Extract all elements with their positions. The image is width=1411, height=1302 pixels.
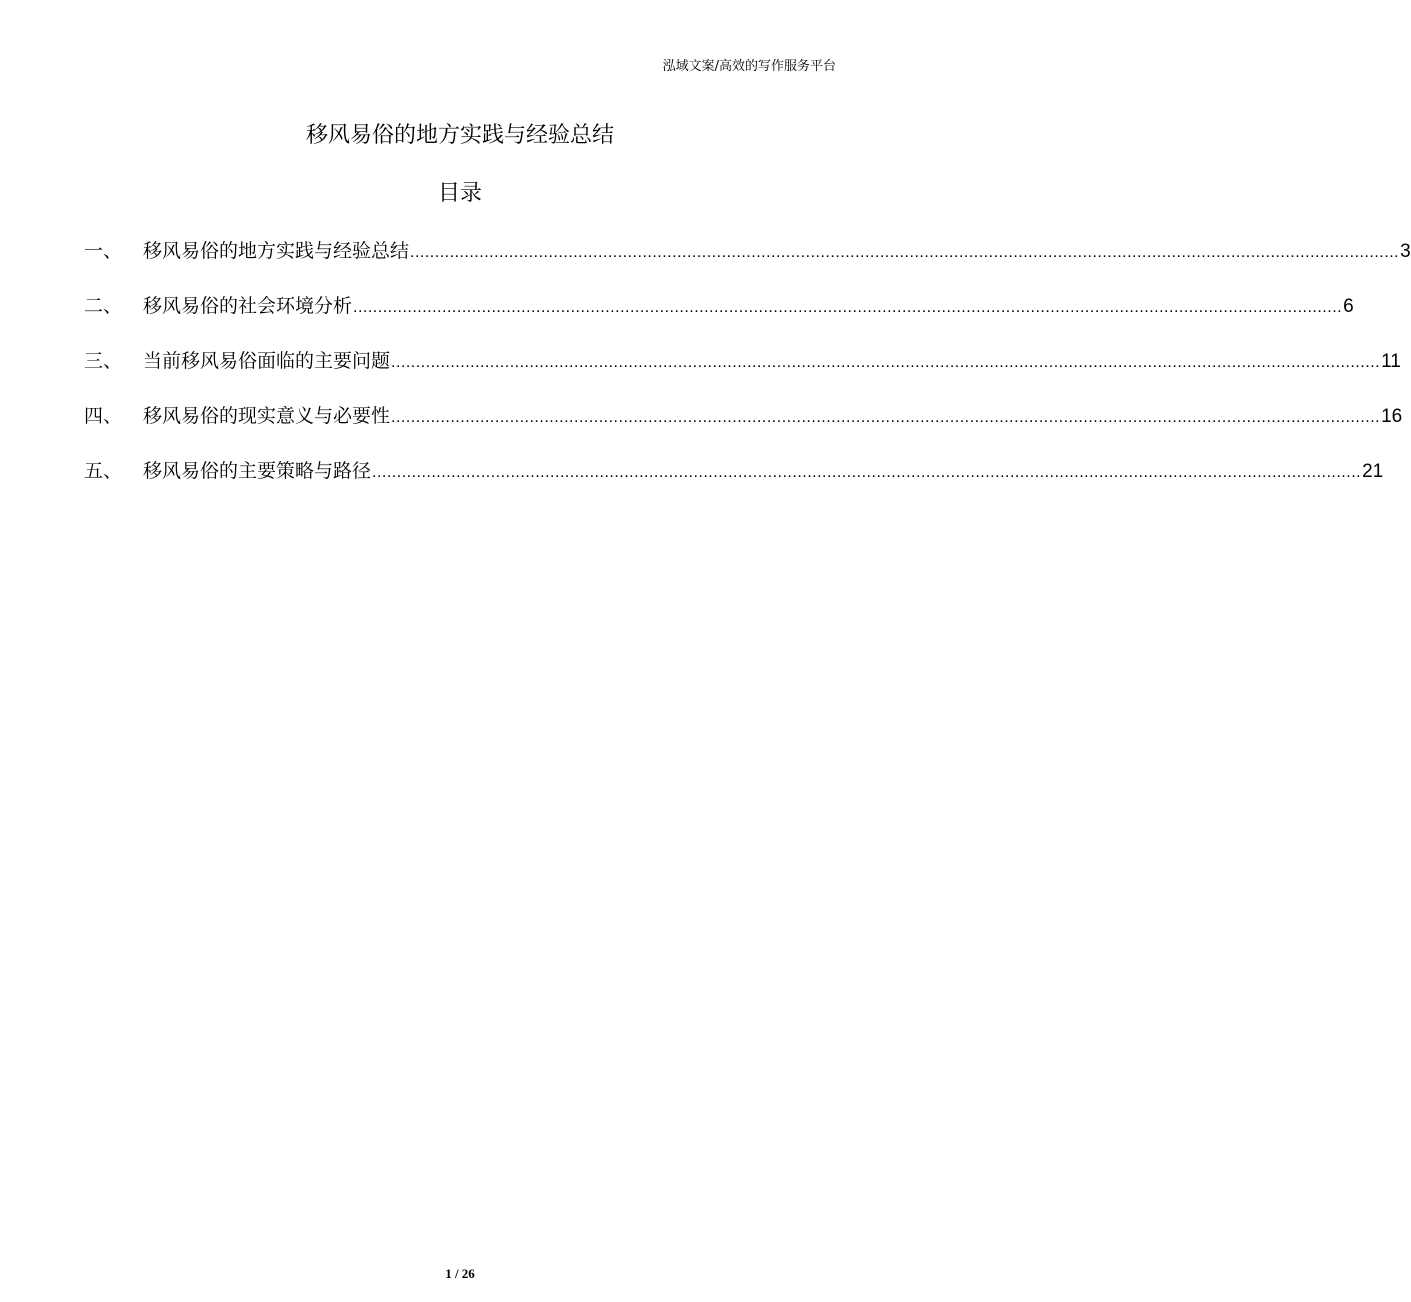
toc-entry-number: 四、 <box>84 405 123 427</box>
toc-entry-title: 当前移风易俗面临的主要问题 <box>143 350 391 372</box>
toc-dot-leader: ........................................................................................................................................................................................................ <box>353 299 1343 316</box>
page-header: 泓域文案/高效的写作服务平台 <box>662 59 836 74</box>
toc-entry-2[interactable] <box>84 289 1354 344</box>
toc-entry-page: 16 <box>1381 406 1403 427</box>
table-of-contents <box>84 234 1411 509</box>
toc-entry-4[interactable] <box>84 399 1403 454</box>
toc-entry-1[interactable] <box>84 234 1411 289</box>
toc-entry-number: 二、 <box>84 295 123 317</box>
toc-heading: 目录 <box>437 181 482 206</box>
toc-dot-leader: ........................................................................................................................................................................................................ <box>410 244 1400 261</box>
toc-entry-page: 21 <box>1362 461 1384 482</box>
toc-entry-3[interactable] <box>84 344 1401 399</box>
toc-entry-page: 6 <box>1343 296 1354 317</box>
toc-entry-number: 三、 <box>84 350 123 372</box>
toc-dot-leader: ........................................................................................................................................................................................................ <box>391 354 1381 371</box>
document-title: 移风易俗的地方实践与经验总结 <box>305 123 614 148</box>
toc-entry-title: 移风易俗的现实意义与必要性 <box>143 405 391 427</box>
toc-entry-number: 五、 <box>84 460 123 482</box>
toc-entry-number: 一、 <box>84 240 123 262</box>
toc-dot-leader: ........................................................................................................................................................................................................ <box>391 409 1381 426</box>
toc-entry-title: 移风易俗的主要策略与路径 <box>143 460 372 482</box>
toc-entry-page: 11 <box>1381 351 1401 372</box>
toc-entry-title: 移风易俗的地方实践与经验总结 <box>143 240 410 262</box>
toc-entry-title: 移风易俗的社会环境分析 <box>143 295 353 317</box>
toc-entry-5[interactable] <box>84 454 1384 509</box>
page-number: 1 / 26 <box>445 1266 475 1281</box>
header-divider <box>84 82 836 83</box>
toc-dot-leader: ........................................................................................................................................................................................................ <box>372 464 1362 481</box>
toc-entry-page: 3 <box>1400 241 1411 262</box>
